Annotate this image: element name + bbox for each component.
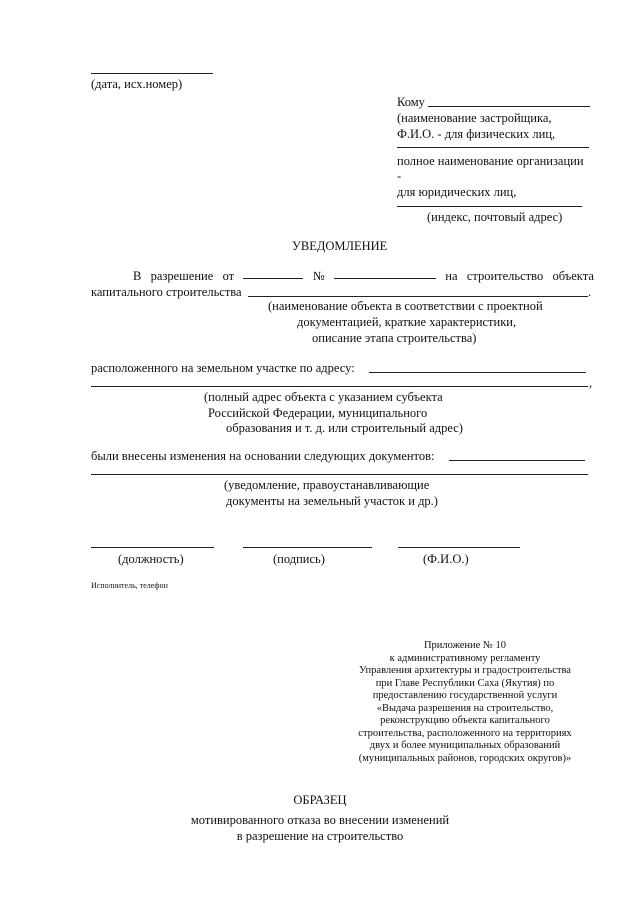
appendix-line: к административному регламенту [389, 652, 541, 664]
appendix-line: Управления архитектуры и градостроительства [359, 665, 571, 676]
notice-paragraph-1 [133, 268, 594, 284]
recipient-line-to [397, 94, 425, 110]
appendix-line: при Главе Республики Саха (Якутия) по [375, 677, 555, 689]
signature-position-label: (должность) [118, 552, 184, 566]
signature-sign-label: (подпись) [273, 552, 325, 566]
recipient-line-5: для юридических лиц, [397, 185, 517, 199]
p1-word-from: от [222, 269, 235, 283]
p2-note-1: (полный адрес объекта с указанием субъекта [204, 390, 443, 404]
p2-note-2: Российской Федерации, муниципального [208, 406, 428, 420]
p1-note-3: описание этапа строительства) [312, 331, 477, 345]
appendix-line: двух и более муниципальных образований [369, 740, 561, 751]
p1-word-for: на [445, 269, 458, 283]
recipient-line-3: Ф.И.О. - для физических лиц, [397, 127, 556, 141]
recipient-underline-2 [397, 206, 582, 207]
appendix-line: «Выдача разрешения на строительство, [376, 702, 554, 714]
executor-label: Исполнитель, телефон [91, 581, 168, 590]
p3-note-1: (уведомление, правоустанавливающие [224, 478, 430, 492]
signature-name-line [398, 547, 520, 548]
notice-paragraph-3: были внесены изменения на основании следующих документов: [91, 449, 435, 463]
appendix-line: строительства, расположенного на территориях [358, 727, 572, 739]
recipient-line-2: (наименование застройщика, [397, 111, 552, 125]
p1-word-number: № [312, 269, 325, 283]
recipient-underline-1 [397, 147, 589, 148]
sample-title: ОБРАЗЕЦ [293, 793, 347, 807]
sample-block [160, 792, 480, 844]
date-underline [91, 73, 213, 74]
p3-note-2: документы на земельный участок и др.) [226, 494, 438, 508]
recipient-line-4b: - [397, 169, 402, 183]
notice-paragraph-2: расположенного на земельном участке по адресу: [91, 361, 355, 375]
p3-docs-underline [449, 460, 585, 461]
appendix-line: реконструкцию объекта капитального [380, 715, 550, 726]
sample-line-2: в разрешение на строительство [236, 829, 404, 843]
notice-title: УВЕДОМЛЕНИЕ [292, 239, 388, 253]
p1-date-blank [243, 268, 303, 279]
notice-paragraph-1-line-2: капитального строительства [91, 285, 242, 299]
signature-name-label: (Ф.И.О.) [423, 552, 469, 566]
appendix-line: предоставлению государственной услуги [372, 690, 558, 701]
p1-word-construction: строительство [466, 269, 544, 283]
p1-note-1: (наименование объекта в соответствии с проектной [268, 299, 543, 313]
p1-word-permit: разрешение [150, 269, 214, 283]
p2-note-3: образования и т. д. или строительный адрес) [226, 421, 463, 435]
recipient-line-6: (индекс, почтовый адрес) [427, 210, 563, 224]
sample-line-1: мотивированного отказа во внесении изменений [190, 813, 450, 827]
p3-docs-underline-2 [91, 474, 588, 475]
p1-note-2: документацией, краткие характеристики, [297, 315, 517, 329]
p1-object-underline [248, 296, 588, 297]
p2-address-underline [369, 372, 586, 373]
p2-address-underline-2 [91, 386, 588, 387]
recipient-to-underline [428, 106, 590, 107]
p1-number-blank [334, 268, 436, 279]
signature-position-line [91, 547, 214, 548]
signature-sign-line [243, 547, 372, 548]
appendix-line: (муниципальных районов, городских округов)» [358, 752, 572, 764]
appendix-line: Приложение № 10 [423, 640, 507, 651]
recipient-line-4: полное наименование организации [397, 154, 584, 168]
p1-word-object: объекта [552, 269, 594, 283]
recipient-to-label: Кому [397, 95, 425, 109]
p1-period: . [588, 285, 592, 299]
date-label: (дата, исх.номер) [91, 77, 183, 91]
p2-comma: , [589, 376, 593, 390]
appendix-block [345, 640, 585, 765]
p1-word-v: В [133, 269, 142, 283]
